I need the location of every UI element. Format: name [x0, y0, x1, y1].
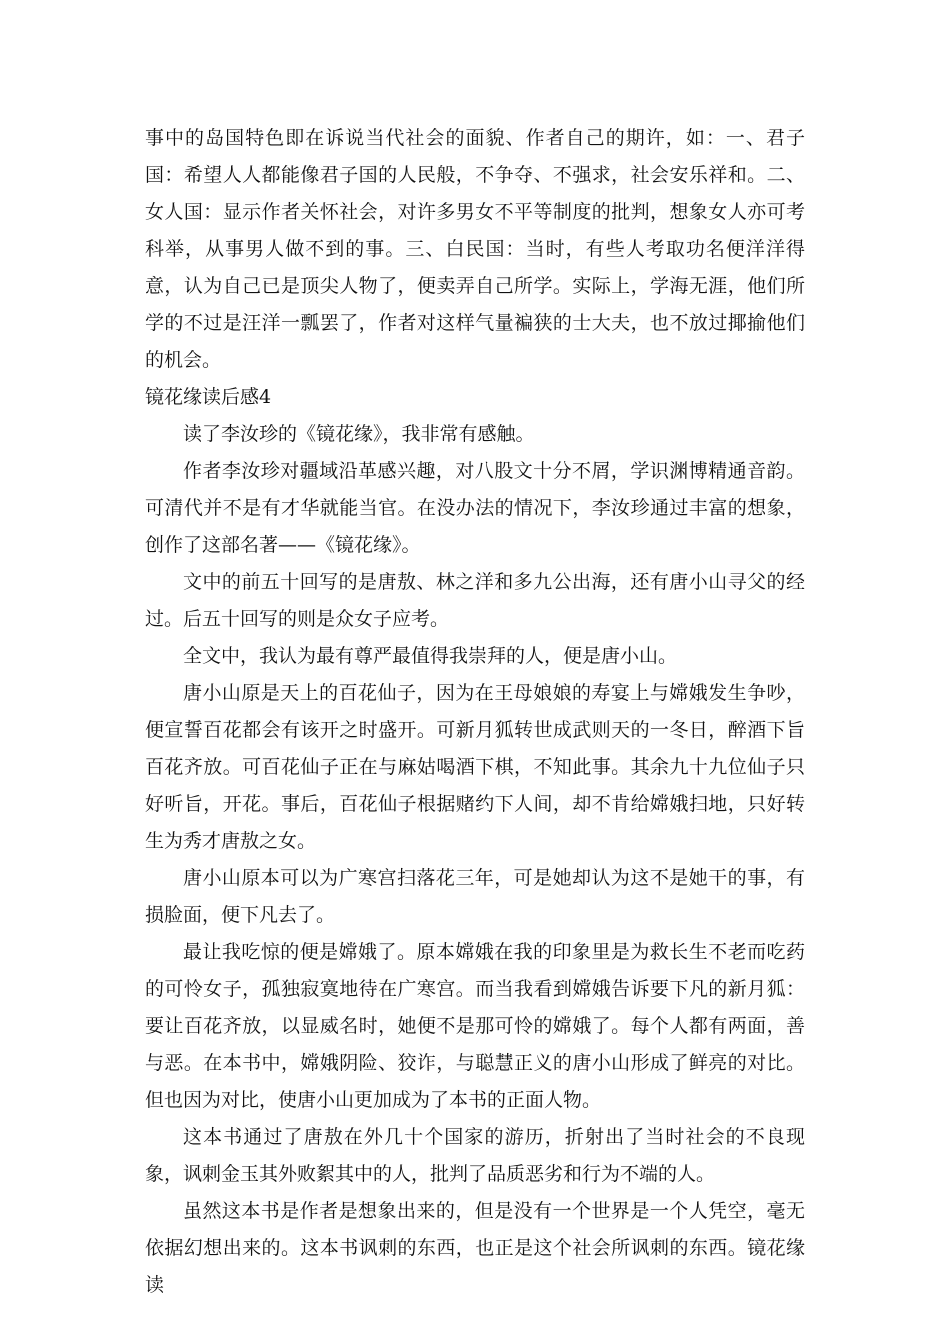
- paragraph: 读了李汝珍的《镜花缘》，我非常有感触。: [183, 423, 535, 445]
- paragraph: 最让我吃惊的便是嫦娥了。原本嫦娥在我的印象里是为救长生不老而吃药的可怜女子，孤独寂寞地待在广寒宫。而当我看到嫦娥告诉要下凡的新月狐：要让百花齐放，以显威名时，她便不是那可怜的嫦娥了。每个人都有两面，善与恶。在本书中，嫦娥阴险、狡诈，与聪慧正义的唐小山形成了鲜亮的对比。但也因为对比，使唐小山更加成为了本书的正面人物。: [145, 941, 805, 1111]
- paragraph: 唐小山原本可以为广寒宫扫落花三年，可是她却认为这不是她干的事，有损脸面，便下凡去了。: [145, 867, 805, 926]
- paragraph: 作者李汝珍对疆域沿革感兴趣，对八股文十分不屑，学识渊博精通音韵。可清代并不是有才华就能当官。在没办法的情况下，李汝珍通过丰富的想象，创作了这部名著——《镜花缘》。: [145, 460, 805, 556]
- paragraph: 文中的前五十回写的是唐敖、林之洋和多九公出海，还有唐小山寻父的经过。后五十回写的则是众女子应考。: [145, 571, 805, 630]
- paragraph: 全文中，我认为最有尊严最值得我崇拜的人，便是唐小山。: [183, 645, 678, 667]
- lead-paragraph: 事中的岛国特色即在诉说当代社会的面貌、作者自己的期许，如：一、君子国：希望人人都能像君子国的人民般，不争夺、不强求，社会安乐祥和。二、女人国：显示作者关怀社会，对许多男女不平等制度的批判，想象女人亦可考科举，从事男人做不到的事。三、白民国：当时，有些人考取功名便洋洋得意，认为自己已是顶尖人物了，便卖弄自己所学。实际上，学海无涯，他们所学的不过是汪洋一瓢罢了，作者对这样气量褊狭的士大夫，也不放过揶揄他们的机会。: [145, 127, 805, 371]
- document-page: [145, 120, 805, 1304]
- paragraph: 唐小山原是天上的百花仙子，因为在王母娘娘的寿宴上与嫦娥发生争吵，便宣誓百花都会有该开之时盛开。可新月狐转世成武则天的一冬日，醉酒下旨百花齐放。可百花仙子正在与麻姑喝酒下棋，不知此事。其余九十九位仙子只好听旨，开花。事后，百花仙子根据赌约下人间，却不肯给嫦娥扫地，只好转生为秀才唐敖之女。: [145, 682, 805, 852]
- section-title: 镜花缘读后感4: [145, 386, 272, 408]
- paragraph: 这本书通过了唐敖在外几十个国家的游历，折射出了当时社会的不良现象，讽刺金玉其外败絮其中的人，批判了品质恶劣和行为不端的人。: [145, 1126, 805, 1185]
- paragraph: 虽然这本书是作者是想象出来的，但是没有一个世界是一个人凭空，毫无依据幻想出来的。这本书讽刺的东西，也正是这个社会所讽刺的东西。镜花缘读: [145, 1200, 805, 1296]
